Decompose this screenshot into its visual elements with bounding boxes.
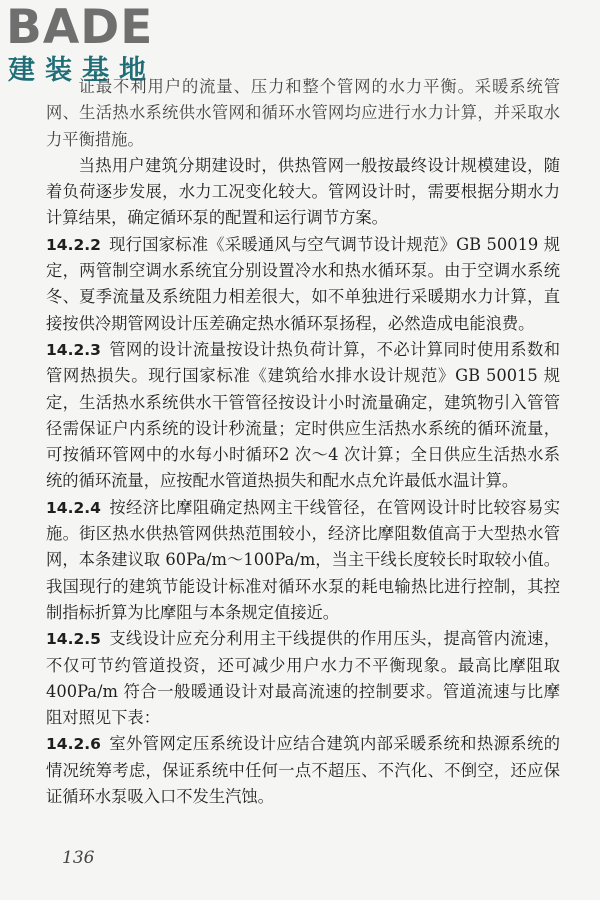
paragraph-text: 室外管网定压系统设计应结合建筑内部采暖系统和热源系统的情况统筹考虑，保证系统中任何一点不超压、不汽化、不倒空，还应保证循环水泵吸入口不发生汽蚀。 bbox=[46, 734, 560, 807]
paragraph-text: 管网的设计流量按设计热负荷计算，不必计算同时使用系数和管网热损失。现行国家标准《建筑给水排水设计规范》GB 50015 规定，生活热水系统供水干管管径按设计小时流量确定，建筑物引入管管径需保证户内系统的设计秒流量；定时供应生活热水系统的循环流量，可按循环管网中的水每小时循环2 次～4 次计算；全日供应生活热水系统的循环流量，应按配水管道热损失和配水点允许最低水温计算。 bbox=[46, 339, 560, 491]
paragraph-text: 按经济比摩阻确定热网主干线管径，在管网设计时比较容易实施。街区热水供热管网供热范围较小，经济比摩阻数值高于大型热水管网，本条建议取 60Pa/m～100Pa/m，当主干线长度较长时取较小值。我国现行的建筑节能设计标准对循环水泵的耗电输热比进行控制，其控制指标折算为比摩阻与本条规定值接近。 bbox=[46, 497, 560, 622]
paragraph-continuation bbox=[46, 74, 560, 153]
section-number: 14.2.5 bbox=[46, 630, 101, 649]
section-number: 14.2.3 bbox=[46, 340, 101, 359]
section-paragraph-14-2-3 bbox=[46, 337, 560, 495]
section-paragraph-14-2-5 bbox=[46, 626, 560, 731]
paragraph-text: 证最不利用户的流量、压力和整个管网的水力平衡。采暖系统管网、生活热水系统供水管网和循环水管网均应进行水力计算，并采取水力平衡措施。 bbox=[46, 77, 560, 149]
section-paragraph-14-2-6 bbox=[46, 731, 560, 810]
section-number: 14.2.2 bbox=[46, 235, 101, 254]
logo-subtitle: 建装基地 bbox=[8, 55, 156, 86]
section-paragraph-14-2-4 bbox=[46, 495, 560, 626]
logo-wordmark: BADE bbox=[6, 0, 154, 55]
paragraph-text: 现行国家标准《采暖通风与空气调节设计规范》GB 50019 规定，两管制空调水系统宜分别设置冷水和热水循环泵。由于空调水系统冬、夏季流量及系统阻力相差很大，如不单独进行采暖期水力计算，直接按供冷期管网设计压差确定热水循环泵扬程，必然造成电能浪费。 bbox=[46, 234, 560, 333]
section-number: 14.2.4 bbox=[46, 498, 101, 517]
section-paragraph-14-2-2 bbox=[46, 232, 560, 337]
section-number: 14.2.6 bbox=[46, 735, 101, 754]
page-number: 136 bbox=[62, 848, 95, 868]
paragraph-text: 支线设计应充分利用主干线提供的作用压头，提高管内流速，不仅可节约管道投资，还可减少用户水力不平衡现象。最高比摩阻取 400Pa/m 符合一般暖通设计对最高流速的控制要求。管道流速与比摩阻对照见下表： bbox=[46, 629, 560, 728]
paragraph-text: 当热用户建筑分期建设时，供热管网一般按最终设计规模建设，随着负荷逐步发展，水力工况变化较大。管网设计时，需要根据分期水力计算结果，确定循环泵的配置和运行调节方案。 bbox=[46, 155, 560, 228]
paragraph bbox=[46, 153, 560, 232]
document-body bbox=[46, 74, 560, 810]
